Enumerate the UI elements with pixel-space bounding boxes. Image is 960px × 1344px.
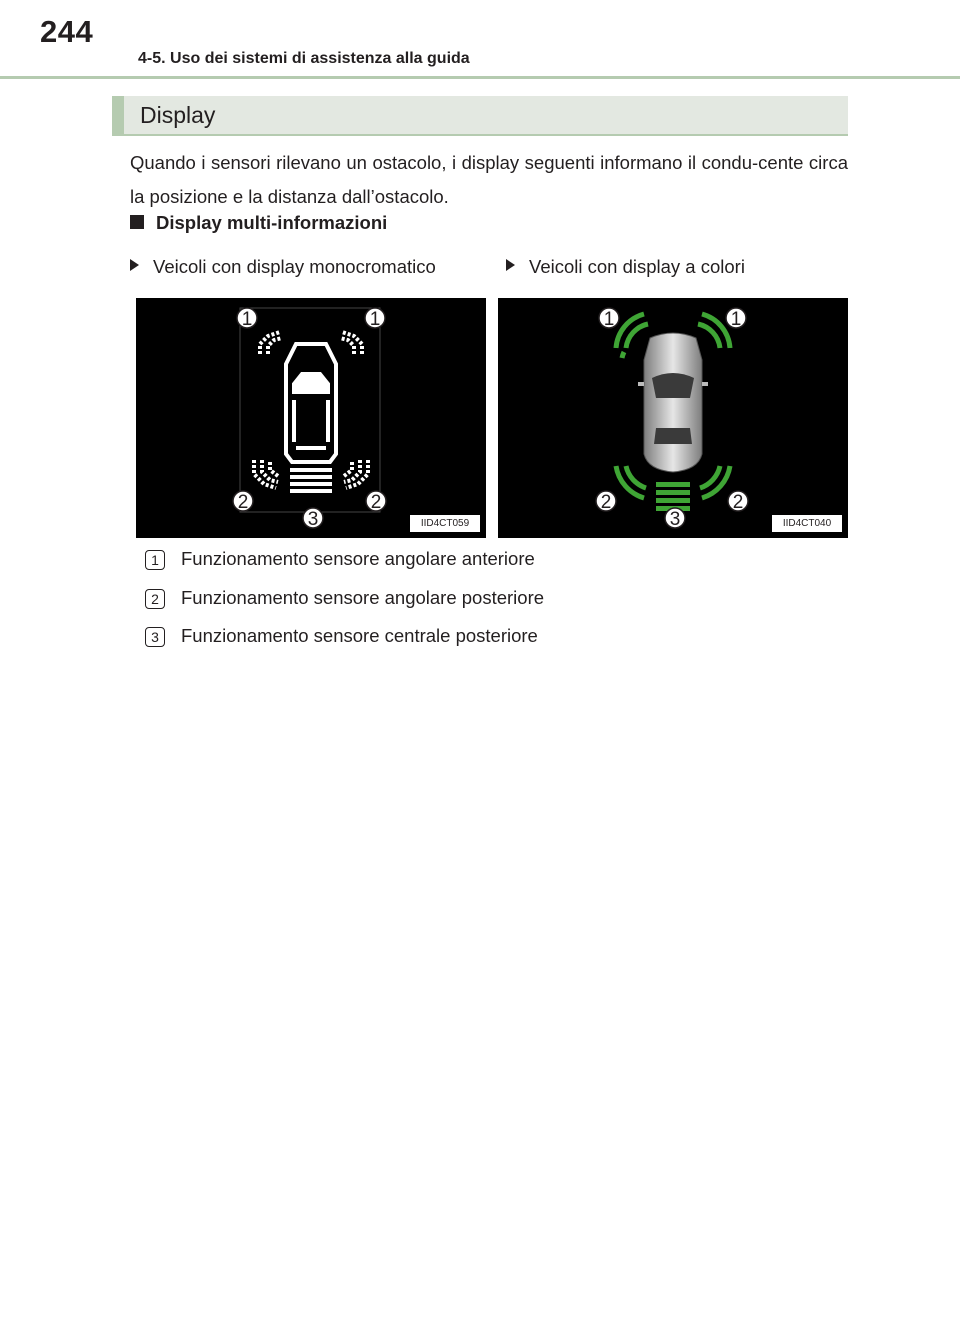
triangle-bullet-icon xyxy=(130,259,139,271)
subheading xyxy=(130,212,387,234)
caption-color xyxy=(506,256,745,278)
front-right-sensor-icon xyxy=(698,314,730,348)
figure-code: IID4CT059 xyxy=(410,515,480,532)
front-right-sensor-icon xyxy=(340,332,362,354)
rear-right-sensor-icon xyxy=(700,466,730,498)
subheading-text: Display multi-informazioni xyxy=(156,212,388,233)
callout-2-right xyxy=(728,491,748,513)
caption-monochrome-text: Veicoli con display monocromatico xyxy=(153,256,436,277)
callout-label: 2 xyxy=(370,492,382,513)
car-outline-icon xyxy=(286,344,336,462)
color-display-illustration xyxy=(498,298,848,538)
callout-label: 3 xyxy=(669,509,681,530)
caption-monochrome xyxy=(130,256,436,278)
caption-color-text: Veicoli con display a colori xyxy=(529,256,745,277)
callout-2-left xyxy=(233,491,253,513)
figure-code: IID4CT040 xyxy=(772,515,842,532)
car-icon xyxy=(638,333,708,472)
legend-number: 2 xyxy=(145,589,165,609)
callout-label: 2 xyxy=(732,492,744,513)
section-heading xyxy=(112,96,848,134)
callout-label: 1 xyxy=(369,309,381,330)
page-number: 244 xyxy=(40,14,94,49)
header-rule xyxy=(0,76,960,79)
callout-label: 2 xyxy=(237,492,249,513)
running-header: 4-5. Uso dei sistemi di assistenza alla guida xyxy=(138,50,470,67)
legend-text: Funzionamento sensore angolare posteriore xyxy=(181,587,545,608)
callout-label: 2 xyxy=(600,492,612,513)
figure-monochrome xyxy=(136,298,486,538)
rear-right-sensor-icon xyxy=(344,460,368,488)
callout-1-left xyxy=(599,308,619,330)
legend-text: Funzionamento sensore angolare anteriore xyxy=(181,548,535,569)
callout-2-left xyxy=(596,491,616,513)
callout-3 xyxy=(303,508,323,530)
callout-2-right xyxy=(366,491,386,513)
callout-1-right xyxy=(726,308,746,330)
intro-paragraph: Quando i sensori rilevano un ostacolo, i display seguenti informano il condu-cente circa la posizione e la distanza dall’ostacolo. xyxy=(130,152,848,207)
callout-label: 1 xyxy=(603,309,615,330)
square-bullet-icon xyxy=(130,215,144,229)
rear-center-sensor-icon xyxy=(290,468,332,493)
front-left-sensor-icon xyxy=(616,314,648,358)
section-underline xyxy=(112,134,848,136)
legend-number: 3 xyxy=(145,627,165,647)
callout-label: 1 xyxy=(241,309,253,330)
rear-left-sensor-icon xyxy=(616,466,646,498)
figure-color xyxy=(498,298,848,538)
callout-label: 3 xyxy=(307,509,319,530)
section-title: Display xyxy=(140,102,216,128)
front-left-sensor-icon xyxy=(260,332,282,354)
rear-center-sensor-icon xyxy=(656,482,690,511)
triangle-bullet-icon xyxy=(506,259,515,271)
callout-3 xyxy=(665,508,685,530)
callout-label: 1 xyxy=(730,309,742,330)
rear-left-sensor-icon xyxy=(254,460,278,488)
monochrome-display-illustration xyxy=(136,298,486,538)
legend-text: Funzionamento sensore centrale posteriore xyxy=(181,625,538,646)
legend-number: 1 xyxy=(145,550,165,570)
callout-1-right xyxy=(365,308,385,330)
